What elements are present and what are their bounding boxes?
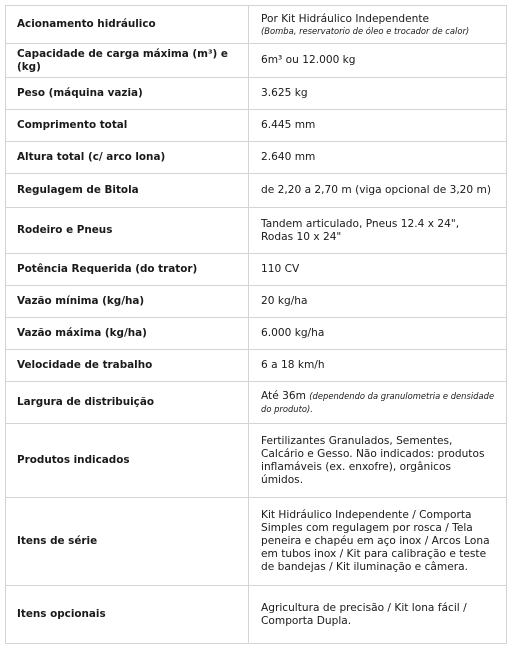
table-row: [6, 142, 507, 174]
row-value: [249, 586, 507, 644]
row-value: [249, 382, 507, 424]
row-value-text: Até 36m: [261, 389, 306, 402]
row-label: Acionamento hidráulico: [6, 6, 249, 44]
row-value-note: (dependendo da granulometria e densidade do produto).: [261, 390, 495, 414]
table-row: [6, 586, 507, 644]
row-value: de 2,20 a 2,70 m (viga opcional de 3,20 m): [249, 174, 507, 208]
row-label: Produtos indicados: [6, 424, 249, 498]
table-row: [6, 208, 507, 254]
row-label: Itens opcionais: [6, 586, 249, 644]
row-label: Comprimento total: [6, 110, 249, 142]
table-row: [6, 350, 507, 382]
row-value: 20 kg/ha: [249, 286, 507, 318]
row-label: Potência Requerida (do trator): [6, 254, 249, 286]
row-value: 6m³ ou 12.000 kg: [249, 44, 507, 78]
row-value: 6.000 kg/ha: [249, 318, 507, 350]
row-value-text: Tandem articulado, Pneus 12.4 x 24", Rodas 10 x 24": [261, 217, 460, 243]
row-label: Altura total (c/ arco lona): [6, 142, 249, 174]
row-value: [249, 498, 507, 586]
row-value: 3.625 kg: [249, 78, 507, 110]
row-value: 6.445 mm: [249, 110, 507, 142]
table-row: [6, 254, 507, 286]
row-label: Vazão máxima (kg/ha): [6, 318, 249, 350]
row-label: Regulagem de Bitola: [6, 174, 249, 208]
row-value-text: Por Kit Hidráulico Independente: [261, 12, 430, 25]
row-value-text: Agricultura de precisão / Kit lona fácil / Comporta Dupla.: [261, 601, 467, 627]
row-value: 110 CV: [249, 254, 507, 286]
row-value: 6 a 18 km/h: [249, 350, 507, 382]
row-label: Itens de série: [6, 498, 249, 586]
table-row: [6, 498, 507, 586]
table-row: [6, 6, 507, 44]
row-label: Peso (máquina vazia): [6, 78, 249, 110]
row-value-text: Fertilizantes Granulados, Sementes, Calcário e Gesso. Não indicados: produtos inflamáveis (ex. enxofre), orgânicos úmidos.: [261, 434, 485, 486]
row-value: [249, 6, 507, 44]
spec-table: [5, 5, 507, 644]
table-row: [6, 110, 507, 142]
table-row: [6, 424, 507, 498]
row-label: Capacidade de carga máxima (m³) e (kg): [6, 44, 249, 78]
table-row: [6, 318, 507, 350]
table-row: [6, 382, 507, 424]
table-row: [6, 286, 507, 318]
table-row: [6, 174, 507, 208]
row-label: Largura de distribuição: [6, 382, 249, 424]
row-value-text: Kit Hidráulico Independente / Comporta Simples com regulagem por rosca / Tela peneira e chapéu em aço inox / Arcos Lona em tubos inox / Kit para calibração e teste de bandejas / Kit iluminação e câmera.: [261, 509, 490, 573]
table-row: [6, 78, 507, 110]
row-label: Vazão mínima (kg/ha): [6, 286, 249, 318]
row-value: [249, 208, 507, 254]
table-row: [6, 44, 507, 78]
row-value-note: (Bomba, reservatorio de óleo e trocador de calor): [261, 25, 470, 36]
row-label: Velocidade de trabalho: [6, 350, 249, 382]
row-value: 2.640 mm: [249, 142, 507, 174]
row-value: [249, 424, 507, 498]
row-label: Rodeiro e Pneus: [6, 208, 249, 254]
